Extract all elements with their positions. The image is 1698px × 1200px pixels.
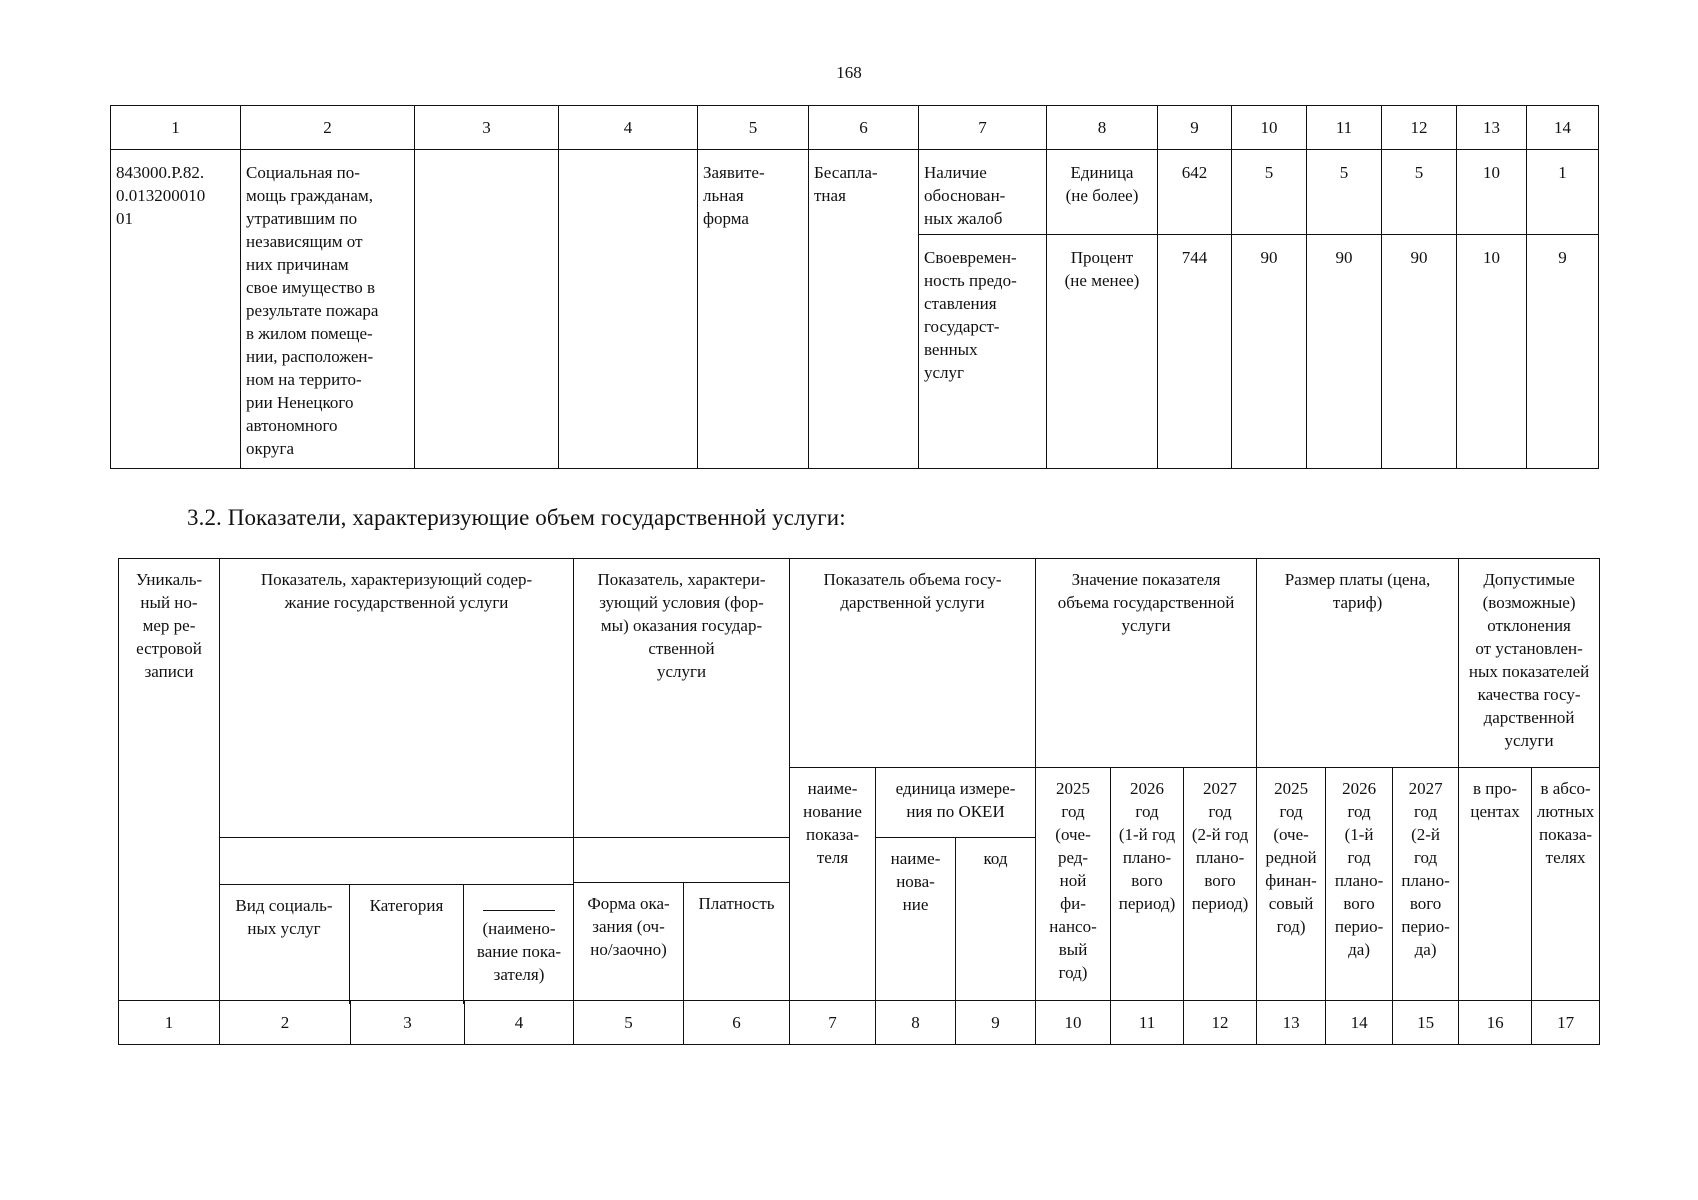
deviation-percent-cell: 10 (1457, 150, 1527, 235)
column-number: 12 (1184, 1001, 1257, 1045)
code-cell: 642 (1158, 150, 1232, 235)
header-volume-name: наиме- нование показа- теля (790, 768, 876, 1001)
form-cell: Заявите- льная форма (698, 150, 809, 469)
unit-cell: Единица (не более) (1047, 150, 1158, 235)
header-deviation-percent: в про- центах (1459, 768, 1532, 1001)
table-row (111, 150, 1599, 235)
header-fee: Размер платы (цена, тариф) (1257, 559, 1459, 768)
column-number: 7 (790, 1001, 876, 1045)
column-number: 6 (684, 1001, 790, 1045)
header-deviation: Допустимые (возможные) отклонения от установлен- ных показателей качества госу- дарственной услуги (1459, 559, 1600, 768)
column-number-row (119, 1001, 1600, 1045)
header-unit-code: код (956, 838, 1036, 1001)
value-cell: 5 (1307, 150, 1382, 235)
column-number: 4 (465, 1001, 574, 1045)
header-value-2027: 2027 год (2-й год плано- вого период) (1184, 768, 1257, 1001)
indicator-cell: Своевремен- ность предо- ставления государст- венных услуг (919, 235, 1047, 469)
column-number: 2 (220, 1001, 351, 1045)
blank-rule (483, 898, 555, 911)
column-number: 3 (415, 106, 559, 150)
value-cell: 5 (1382, 150, 1457, 235)
column-number: 6 (809, 106, 919, 150)
column-number: 1 (119, 1001, 220, 1045)
value-cell: 5 (1232, 150, 1307, 235)
column-number: 5 (698, 106, 809, 150)
header-conditions-spacer (574, 838, 790, 883)
column-number: 3 (351, 1001, 465, 1045)
column-number: 17 (1532, 1001, 1600, 1045)
code-cell: 744 (1158, 235, 1232, 469)
column-number: 9 (1158, 106, 1232, 150)
empty-cell (415, 150, 559, 469)
column-number: 7 (919, 106, 1047, 150)
value-cell: 90 (1382, 235, 1457, 469)
header-unique-number: Уникаль- ный но- мер ре- естровой записи (119, 559, 220, 1001)
header-indicator-value: Значение показателя объема государственной услуги (1036, 559, 1257, 768)
payment-cell: Бесапла- тная (809, 150, 919, 469)
column-number: 8 (1047, 106, 1158, 150)
header-fee-2027: 2027 год (2-й год плано- вого перио- да) (1393, 768, 1459, 1001)
service-name-cell: Социальная по- мощь гражданам, утратившим по независящим от них причинам свое имущество в результате пожара в жилом помеще- нии, расположен- ном на террито- рии Ненецкого автономного округа (241, 150, 415, 469)
header-unit-name: наиме- нова- ние (876, 838, 956, 1001)
registry-number-cell: 843000.Р.82. 0.013200010 01 (111, 150, 241, 469)
column-number-row (111, 106, 1599, 150)
column-number: 12 (1382, 106, 1457, 150)
value-cell: 90 (1232, 235, 1307, 469)
header-fee-2026: 2026 год (1-й год плано- вого перио- да) (1326, 768, 1393, 1001)
header-volume-unit: единица измере- ния по ОКЕИ (876, 768, 1036, 838)
header-category: Категория (350, 885, 464, 1004)
header-volume-indicator: Показатель объема госу- дарственной услуги (790, 559, 1036, 768)
header-fee-2025: 2025 год (оче- редной финан- совый год) (1257, 768, 1326, 1001)
header-deviation-abs: в абсо- лютных показа- телях (1532, 768, 1600, 1001)
header-value-2025: 2025 год (оче- ред- ной фи- нансо- вый год) (1036, 768, 1111, 1001)
indicator-cell: Наличие обоснован- ных жалоб (919, 150, 1047, 235)
quality-indicators-table (110, 105, 1599, 469)
section-title: 3.2. Показатели, характеризующие объем государственной услуги: (187, 505, 846, 530)
column-number: 11 (1111, 1001, 1184, 1045)
deviation-abs-cell: 9 (1527, 235, 1599, 469)
column-number: 10 (1232, 106, 1307, 150)
header-social-service-type: Вид социаль- ных услуг (219, 885, 350, 1004)
column-number: 5 (574, 1001, 684, 1045)
column-number: 13 (1457, 106, 1527, 150)
header-indicator-name: (наимено- вание пока- зателя) (464, 885, 574, 1004)
header-form: Форма ока- зания (оч- но/заочно) (574, 883, 684, 1001)
column-number: 9 (956, 1001, 1036, 1045)
value-cell: 90 (1307, 235, 1382, 469)
page-number: 168 (836, 63, 862, 82)
column-number: 11 (1307, 106, 1382, 150)
empty-cell (559, 150, 698, 469)
header-row-1 (119, 559, 1600, 768)
column-number: 16 (1459, 1001, 1532, 1045)
deviation-percent-cell: 10 (1457, 235, 1527, 469)
header-payment: Платность (684, 883, 790, 1001)
header-value-2026: 2026 год (1-й год плано- вого период) (1111, 768, 1184, 1001)
deviation-abs-cell: 1 (1527, 150, 1599, 235)
column-number: 13 (1257, 1001, 1326, 1045)
column-number: 2 (241, 106, 415, 150)
column-number: 1 (111, 106, 241, 150)
column-number: 15 (1393, 1001, 1459, 1045)
unit-cell: Процент (не менее) (1047, 235, 1158, 469)
header-content-indicator: Показатель, характеризующий содер- жание государственной услуги (220, 559, 574, 838)
column-number: 10 (1036, 1001, 1111, 1045)
column-number: 8 (876, 1001, 956, 1045)
column-number: 4 (559, 106, 698, 150)
column-number: 14 (1326, 1001, 1393, 1045)
header-conditions-indicator: Показатель, характери- зующий условия (фор- мы) оказания государ- ственной услуги (574, 559, 790, 838)
content-subheader (219, 884, 574, 1004)
column-number: 14 (1527, 106, 1599, 150)
